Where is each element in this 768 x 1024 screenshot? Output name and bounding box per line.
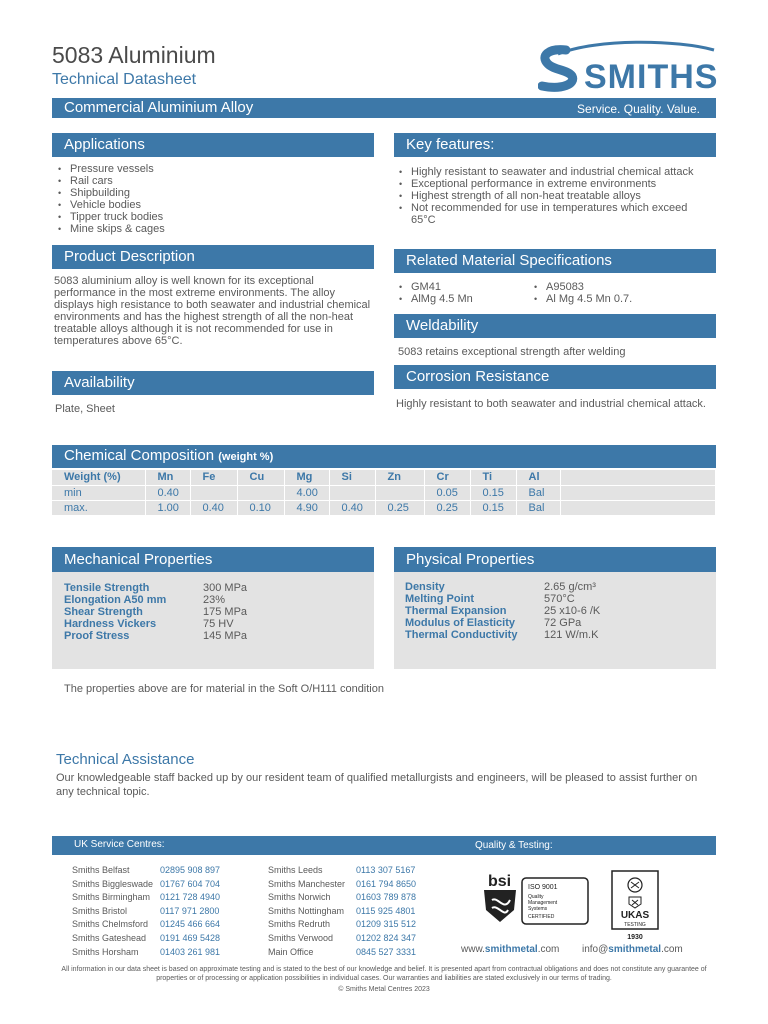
- header-bar: [52, 98, 716, 118]
- centre-phone[interactable]: 02895 908 897: [160, 865, 221, 875]
- bsi-logo-text: bsi: [488, 873, 512, 890]
- property-label: Thermal Expansion: [405, 605, 507, 617]
- email-link[interactable]: [582, 944, 683, 955]
- iso-line: Systems: [528, 906, 548, 912]
- ukas-number: 1930: [627, 934, 643, 941]
- related-specs-heading: Related Material Specifications: [394, 249, 716, 273]
- property-label: Tensile Strength: [64, 582, 150, 594]
- property-label: Melting Point: [405, 593, 475, 605]
- iso-line: Quality: [528, 894, 544, 900]
- list-item: • AlMg 4.5 Mn: [395, 293, 531, 305]
- iso-title: ISO 9001: [528, 884, 558, 891]
- table-cell: 0.15: [470, 485, 516, 500]
- table-cell: 0.05: [424, 485, 470, 500]
- table-row: [72, 932, 220, 946]
- corrosion-text: Highly resistant to both seawater and industrial chemical attack.: [396, 398, 706, 410]
- centre-name: Smiths Bristol: [72, 905, 128, 916]
- centre-phone[interactable]: 01767 604 704: [160, 878, 221, 889]
- table-cell: 0.25: [424, 500, 470, 515]
- centre-name: Smiths Biggleswade: [72, 878, 154, 889]
- centre-phone[interactable]: 0191 469 5428: [160, 932, 221, 943]
- table-cell: [329, 485, 375, 500]
- ukas-text: UKAS: [620, 910, 650, 921]
- table-row: [268, 918, 416, 932]
- header-bar-title: Commercial Aluminium Alloy: [64, 99, 254, 116]
- page-subtitle: Technical Datasheet: [52, 71, 197, 88]
- chemical-heading: [52, 445, 716, 468]
- weldability-text: 5083 retains exceptional strength after welding: [398, 346, 626, 358]
- bsi-certification-mark: [470, 868, 590, 928]
- email-suffix: .com: [661, 944, 683, 955]
- table-row: [72, 918, 220, 932]
- table-cell: 0.40: [190, 500, 237, 515]
- property-value: 300 MPa: [203, 582, 248, 594]
- property-row: [64, 606, 374, 618]
- table-cell: Weight (%): [52, 470, 145, 485]
- centre-phone[interactable]: 0113 307 5167: [356, 865, 416, 875]
- page-title: 5083 Aluminium: [52, 42, 216, 68]
- smiths-logo: [538, 40, 718, 96]
- table-cell: 0.15: [470, 500, 516, 515]
- corrosion-heading: Corrosion Resistance: [394, 365, 716, 389]
- table-row: [72, 946, 220, 960]
- uk-centres-label: UK Service Centres:: [74, 839, 165, 850]
- physical-heading: Physical Properties: [394, 547, 716, 572]
- table-row: [72, 891, 220, 905]
- ukas-testing-mark: [608, 868, 664, 942]
- centre-name: Smiths Verwood: [268, 932, 334, 943]
- property-label: Hardness Vickers: [64, 618, 157, 630]
- centre-name: Smiths Leeds: [268, 865, 323, 875]
- property-value: 121 W/m.K: [544, 629, 599, 641]
- table-cell: Si: [329, 470, 375, 485]
- disclaimer: All information in our data sheet is based on approximate testing and is stated to the best of our knowledge and belief. It is presented apart from contractual obligations and does not constitute any guarantee of properties or of processing or application possibilities in individual cases. Our warranties and liabilities are stated exclusively in our terms of trading.: [61, 966, 707, 982]
- table-cell: [237, 485, 284, 500]
- table-cell: Mg: [284, 470, 329, 485]
- table-cell: Fe: [190, 470, 237, 485]
- property-row: [405, 581, 716, 593]
- centre-name: Main Office: [268, 946, 314, 957]
- table-row: [72, 905, 220, 919]
- centre-phone[interactable]: 01603 789 878: [356, 892, 417, 903]
- table-cell: Bal: [516, 485, 560, 500]
- list-item: • Shipbuilding: [54, 187, 374, 199]
- property-row: [405, 593, 716, 605]
- table-row: [52, 485, 716, 500]
- table-cell: min: [52, 485, 145, 500]
- table-cell: Mn: [145, 470, 190, 485]
- list-item: • Al Mg 4.5 Mn 0.7.: [530, 293, 710, 305]
- centre-name: Smiths Gateshead: [72, 932, 147, 943]
- centre-phone[interactable]: 0161 794 8650: [356, 878, 417, 889]
- centre-phone[interactable]: 0845 527 3331: [356, 946, 417, 957]
- property-row: [64, 594, 374, 606]
- table-cell: 4.90: [284, 500, 329, 515]
- property-row: [405, 629, 716, 641]
- centre-name: Smiths Belfast: [72, 865, 130, 875]
- key-features-heading: Key features:: [394, 133, 716, 157]
- list-item: • Highest strength of all non-heat treatable alloys: [395, 190, 705, 202]
- list-item: • Mine skips & cages: [54, 223, 374, 235]
- physical-panel: [394, 572, 716, 669]
- technical-assistance-text: Our knowledgeable staff backed up by our resident team of qualified metallurgists and engineers, will be pleased to assist further on any technical topic.: [56, 772, 698, 798]
- property-value: 2.65 g/cm³: [544, 581, 596, 593]
- property-label: Modulus of Elasticity: [405, 617, 516, 629]
- list-item: • Highly resistant to seawater and industrial chemical attack: [395, 166, 705, 178]
- table-row: [72, 878, 220, 892]
- property-label: Thermal Conductivity: [405, 629, 518, 641]
- property-label: Proof Stress: [64, 630, 130, 642]
- availability-text: Plate, Sheet: [55, 403, 115, 415]
- property-value: 72 GPa: [544, 617, 582, 629]
- table-cell: max.: [52, 500, 145, 515]
- table-cell: Bal: [516, 500, 560, 515]
- related-specs-col1: [395, 281, 531, 305]
- table-cell: Al: [516, 470, 560, 485]
- website-name: smithmetal: [484, 944, 538, 955]
- table-cell: 4.00: [284, 485, 329, 500]
- condition-note: The properties above are for material in the Soft O/H111 condition: [64, 683, 384, 695]
- centre-name: Smiths Birmingham: [72, 892, 151, 903]
- property-label: Elongation A50 mm: [64, 594, 167, 606]
- property-row: [64, 630, 374, 642]
- table-cell: 1.00: [145, 500, 190, 515]
- table-cell: 0.40: [329, 500, 375, 515]
- property-value: 145 MPa: [203, 630, 248, 642]
- chemical-heading-unit: (weight %): [218, 451, 274, 463]
- table-cell: Ti: [470, 470, 516, 485]
- centre-name: Smiths Manchester: [268, 878, 346, 889]
- key-features-list: [395, 166, 705, 226]
- header-bar-slogan: Service. Quality. Value.: [577, 102, 700, 116]
- list-item: • Exceptional performance in extreme environments: [395, 178, 705, 190]
- table-cell: 0.25: [375, 500, 424, 515]
- property-value: 570°C: [544, 593, 575, 605]
- centre-phone[interactable]: 01245 466 664: [160, 919, 221, 930]
- availability-heading: Availability: [52, 371, 374, 395]
- centre-name: Smiths Nottingham: [268, 905, 345, 916]
- centre-name: Smiths Horsham: [72, 946, 139, 957]
- list-item: • Tipper truck bodies: [54, 211, 374, 223]
- list-item: • Vehicle bodies: [54, 199, 374, 211]
- table-row: [268, 864, 416, 878]
- weldability-heading: Weldability: [394, 314, 716, 338]
- footer-bar: [52, 836, 716, 855]
- iso-certified: CERTIFIED: [528, 914, 555, 920]
- table-row: [52, 500, 716, 515]
- email-name: smithmetal: [608, 944, 662, 955]
- list-item: • A95083: [530, 281, 710, 293]
- table-cell: 0.10: [237, 500, 284, 515]
- table-row: [268, 891, 416, 905]
- table-row: [268, 878, 416, 892]
- centre-name: Smiths Redruth: [268, 919, 331, 930]
- centre-phone[interactable]: 01403 261 981: [160, 946, 221, 957]
- website-prefix: www.: [461, 944, 485, 955]
- table-row: [268, 946, 416, 960]
- centres-table-2: [268, 864, 416, 959]
- table-cell: Cr: [424, 470, 470, 485]
- centre-phone[interactable]: 0121 728 4940: [160, 892, 221, 903]
- property-row: [405, 617, 716, 629]
- list-item: • GM41: [395, 281, 531, 293]
- mechanical-heading: Mechanical Properties: [52, 547, 374, 572]
- website-suffix: .com: [537, 944, 560, 955]
- centre-phone[interactable]: 01202 824 347: [356, 932, 417, 943]
- ukas-sub: TESTING: [624, 922, 646, 928]
- product-description-text: 5083 aluminium alloy is well known for its exceptional performance in the most extreme environments. The alloy displays high resistance to both seawater and industrial chemical environments and has the highest strength of all the non-heat treatable alloys although it is not recommended for use in temperatures above 65°C.: [54, 275, 371, 347]
- centre-name: Smiths Norwich: [268, 892, 331, 903]
- mechanical-panel: [52, 572, 374, 669]
- product-description-heading: Product Description: [52, 245, 374, 269]
- chemical-table: [52, 470, 716, 516]
- property-row: [64, 618, 374, 630]
- property-row: [64, 582, 374, 594]
- email-prefix: info@: [582, 944, 609, 955]
- list-item: • Pressure vessels: [54, 163, 374, 175]
- applications-list: [54, 163, 374, 235]
- table-row: [268, 905, 416, 919]
- property-value: 75 HV: [203, 618, 234, 630]
- table-row: [52, 470, 716, 485]
- centre-phone[interactable]: 01209 315 512: [356, 919, 417, 930]
- centre-phone[interactable]: 0117 971 2800: [160, 905, 220, 916]
- property-value: 25 x10-6 /K: [544, 605, 601, 617]
- table-row: [268, 932, 416, 946]
- centre-name: Smiths Chelmsford: [72, 919, 149, 930]
- table-row: [72, 864, 220, 878]
- table-cell: [190, 485, 237, 500]
- related-specs-col2: [530, 281, 710, 305]
- technical-assistance-heading: Technical Assistance: [56, 751, 195, 768]
- table-cell: Zn: [375, 470, 424, 485]
- list-item: • Rail cars: [54, 175, 374, 187]
- property-label: Density: [405, 581, 445, 593]
- list-item: • Not recommended for use in temperatures which exceed 65°C: [395, 202, 705, 226]
- website-link[interactable]: [461, 944, 559, 955]
- table-cell: 0.40: [145, 485, 190, 500]
- centres-table-1: [72, 864, 220, 959]
- logo-text: SMITHS: [584, 58, 718, 96]
- centre-phone[interactable]: 0115 925 4801: [356, 905, 416, 916]
- iso-line: Management: [528, 900, 558, 906]
- applications-heading: Applications: [52, 133, 374, 157]
- property-label: Shear Strength: [64, 606, 143, 618]
- table-cell: Cu: [237, 470, 284, 485]
- property-row: [405, 605, 716, 617]
- chemical-heading-text: Chemical Composition: [64, 447, 215, 464]
- property-value: 23%: [203, 594, 226, 606]
- table-cell: [375, 485, 424, 500]
- property-value: 175 MPa: [203, 606, 248, 618]
- copyright: © Smiths Metal Centres 2023: [338, 986, 430, 993]
- quality-label: Quality & Testing:: [475, 840, 553, 851]
